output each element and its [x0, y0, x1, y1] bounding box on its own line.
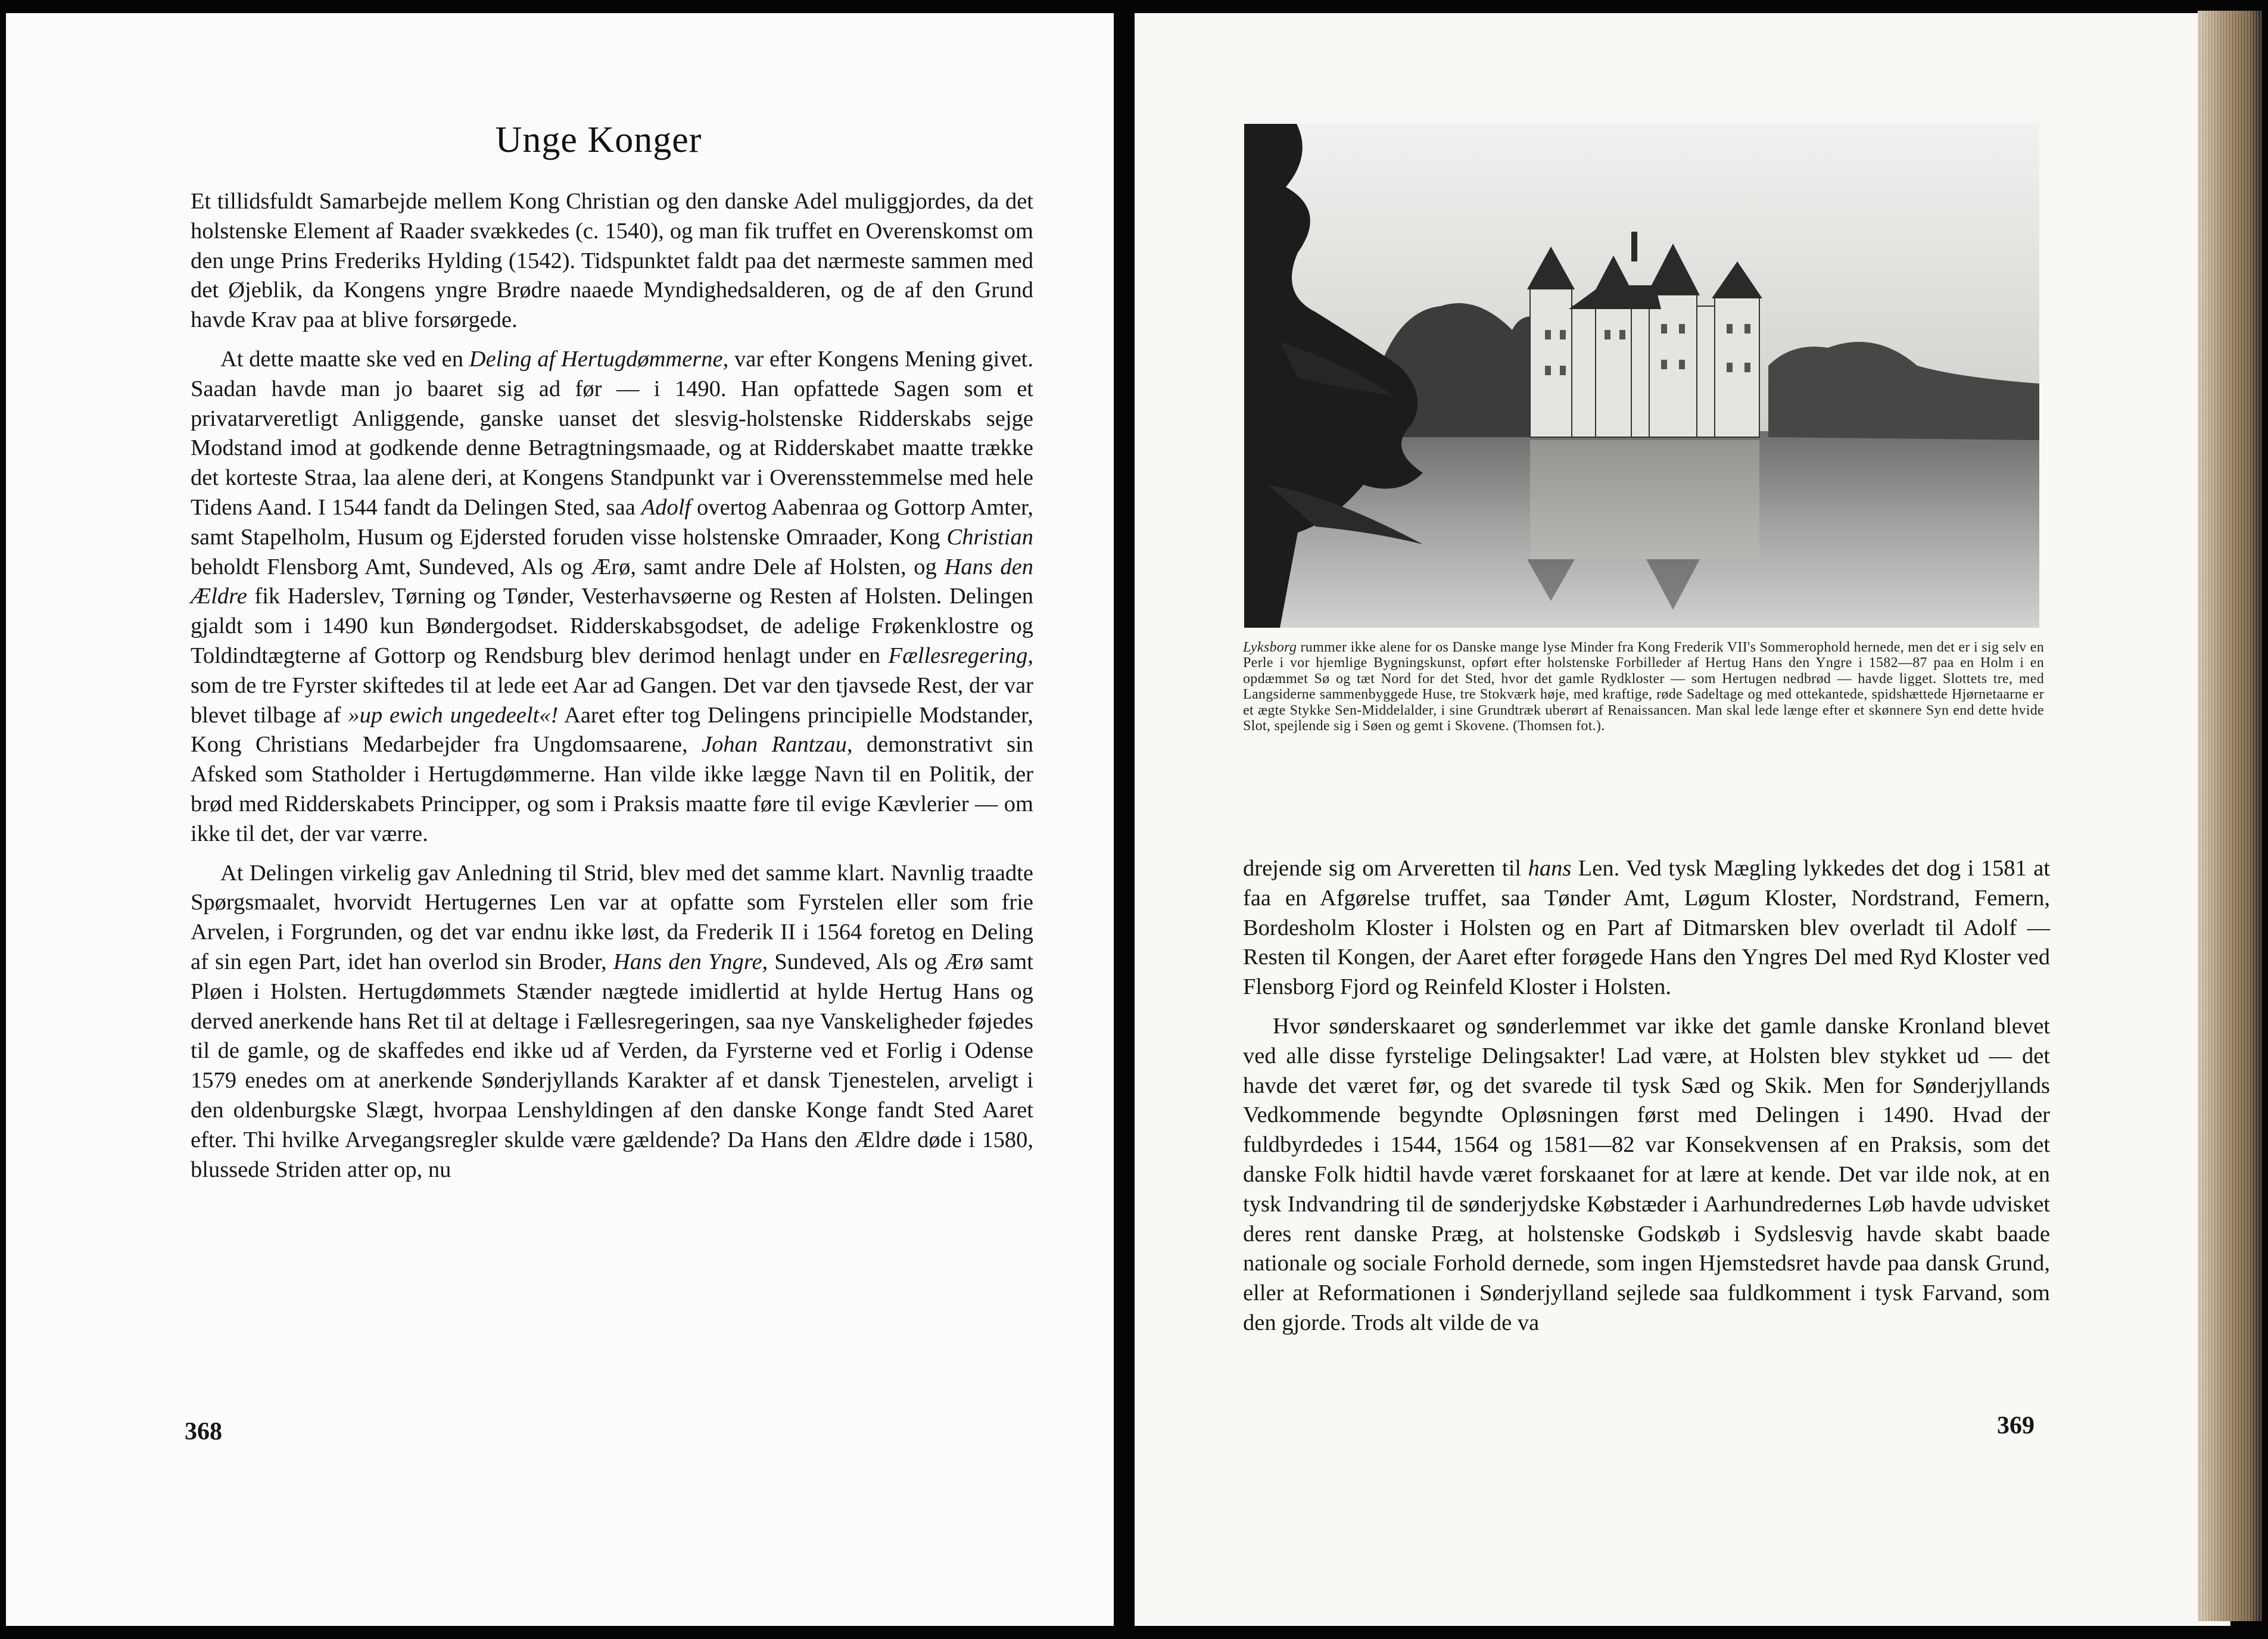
- left-page-body: [191, 187, 1033, 1185]
- right-page: [1135, 13, 2230, 1626]
- text-run: Len. Ved tysk Mægling lykkedes det dog i 1581 at faa en Afgørelse truffet, saa Tønder Amt, Løgum Kloster, Nordstrand, Femern, Bordesholm Kloster i Holsten og en Part af Ditmarsken blev overladt til Adolf — Resten til Kongen, der Aaret efter forøgede Hans den Yngres Del med Ryd Kloster ved Flensborg Fjord og Reinfeld Kloster i Holsten.: [1243, 856, 2051, 1000]
- chapter-title: Unge Konger: [495, 120, 702, 160]
- italic-text: »up ewich ungedeelt«!: [348, 702, 559, 728]
- text-run: At Delingen virkelig gav Anledning til Strid, blev med det samme klart. Navnlig traadte Spørgsmaalet, hvorvidt Hertugernes Len var at opfatte som Fyrstelen eller som frie Arvelen, i Forgrunden, og det var endnu ikke løst, da Frederik II i 1564 foretog en Deling af sin egen Part, idet han overlod sin Broder,: [191, 860, 1033, 974]
- photo-caption: [1243, 640, 2044, 734]
- text-run: Aaret efter tog Delingens principielle Modstander, Kong Christians Medarbejder fra Ungdomsaarene,: [191, 702, 1034, 758]
- text-run: Sundeved, Als og Ærø samt Pløen i Holsten. Hertugdømmets Stænder nægtede imidlertid at hylde Hertug Hans og derved anerkende hans Ret til at deltage i Fællesregeringen, saa nye Vanskeligheder føjedes til de gamle, og de skaffedes end ikke ud af Verden, da Fyrsterne ved et Forlig i Odense 1579 enedes om at anerkende Sønderjyllands Karakter af et dansk Tjenestelen, arveligt i den oldenburgske Slægt, hvorpaa Lenshyldingen af den danske Konge fandt Sted Aaret efter. Thi hvilke Arvegangsregler skulde være gældende? Da Hans den Ældre døde i 1580, blussede Striden atter op, nu: [191, 949, 1034, 1182]
- page-number: 368: [185, 1418, 222, 1445]
- italic-text: Lyksborg: [1243, 640, 1297, 655]
- right-page-body: [1243, 854, 2050, 1338]
- text-run: overtog Aabenraa og Gottorp Amter, samt Stapelholm, Husum og Ejdersted foruden visse holstenske Omraader, Kong: [191, 494, 1033, 550]
- text-run: som de tre Fyrster skiftedes til at lede eet Aar ad Gangen. Det var den tjavsede Rest, der var blevet tilbage af: [191, 672, 1033, 728]
- text-run: drejende sig om Arveretten til: [1243, 856, 1528, 881]
- paragraph: [1243, 1012, 2050, 1338]
- italic-text: Fællesregering,: [888, 643, 1033, 668]
- italic-text: Adolf: [641, 494, 691, 520]
- text-run: beholdt Flensborg Amt, Sundeved, Als og Ærø, samt andre Dele af Holsten, og: [191, 554, 945, 579]
- text-run: At dette maatte ske ved en: [220, 346, 469, 372]
- text-run: var efter Kongens Mening givet. Saadan havde man jo baaret sig ad før — i 1490. Han opfattede Sagen som et privatarveretligt Anliggende, ganske uanset det slesvig-holstenske Ridderskabs sejge Modstand imod at godkende denne Betragtningsmaade, og at Ridderskabet maatte trække det korteste Straa, laa alene deri, at Kongens Standpunkt var i Overensstemmelse med hele Tidens Aand. I 1544 fandt da Delingen Sted, saa: [191, 346, 1033, 520]
- page-number: 369: [1997, 1412, 2035, 1439]
- italic-text: Hans den Ældre: [191, 554, 1034, 609]
- text-run: fik Haderslev, Tørning og Tønder, Vesterhavsøerne og Resten af Holsten. Delingen gjaldt som i 1490 kun Bøndergodset. Ridderskabsgodset, de adelige Frøkenklostre og Toldindtægterne af Gottorp og Rendsburg blev derimod henlagt under en: [191, 584, 1033, 668]
- text-run: Hvor sønderskaaret og sønderlemmet var ikke det gamle danske Kronland blevet ved alle disse fyrstelige Delingsakter! Lad være, at Holsten blev stykket ud — det havde det været før, og det svarede til tysk Sæd og Skik. Men for Sønderjyllands Vedkommende begyndte Opløsningen først med Delingen i 1490. Hvad der fuldbyrdedes i 1544, 1564 og 1581—82 var Konsekvensen af en Praksis, som det danske Folk hidtil havde været forskaanet for at lære at kende. Det var ilde nok, at en tysk Indvandring til de sønderjydske Købstæder i Aarhundredernes Løb havde udvisket deres rent danske Præg, at holstenske Godskøb i Sydslesvig havde skabt baade nationale og sociale Forhold dernede, som ingen Hjemstedsret havde paa dansk Grund, eller at Reformationen i Sønderjylland sejlede saa fuldkomment i tysk Farvand, som den gjorde. Trods alt vilde de va: [1243, 1013, 2050, 1335]
- paragraph: [191, 187, 1033, 335]
- italic-text: Johan Rantzau,: [702, 732, 853, 758]
- left-page: [6, 13, 1114, 1626]
- text-run: Et tillidsfuldt Samarbejde mellem Kong Christian og den danske Adel muliggjordes, da det holstenske Element af Raader svækkedes (c. 1540), og man fik truffet en Overenskomst om den unge Prins Frederiks Hylding (1542). Tidspunktet faldt paa det nærmeste sammen med det Øjeblik, da Kongens yngre Brødre naaede Myndighedsalderen, og de af den Grund havde Krav paa at blive forsørgede.: [191, 189, 1033, 333]
- book-page-edge: [2198, 11, 2262, 1621]
- italic-text: Deling af Hertugdømmerne,: [469, 346, 729, 372]
- italic-text: hans: [1528, 856, 1572, 881]
- text-run: rummer ikke alene for os Danske mange lyse Minder fra Kong Frederik VII's Sommerophold hernede, men det er i sig selv en Perle i vor hjemlige Bygningskunst, opført efter holstenske Forbilleder af Hertug Hans den Yngre i 1582—87 paa en Holm i en opdæmmet Sø og tæt Nord for det Sted, hvor det gamle Rydkloster — som Hertugen nedbrød — havde ligget. Slottets tre, med Langsiderne sammenbyggede Huse, tre Stokværk høje, med kraftige, røde Sadeltage og med ottekantede, spidshættede Hjørnetaarne er et ægte Stykke Sen-Middelalder, i sine Grundtræk uberørt af Renaissancen. Man skal lede længe efter et skønnere Syn end dette hvide Slot, spejlende sig i Søen og gemt i Skovene. (Thomsen fot.).: [1243, 640, 2044, 734]
- text-run: demonstrativt sin Afsked som Statholder i Hertugdømmerne. Han vilde ikke lægge Navn til en Politik, der brød med Ridderskabets Principper, og som i Praksis maatte føre til evige Kævlerier — om ikke til det, der var værre.: [191, 732, 1033, 846]
- italic-text: Christian: [946, 524, 1033, 550]
- paragraph: [191, 859, 1033, 1185]
- paragraph: [191, 345, 1033, 849]
- italic-text: Hans den Yngre,: [613, 949, 768, 974]
- castle-photo-image: [1244, 116, 2039, 628]
- paragraph: [1243, 854, 2050, 1002]
- castle-photograph: [1244, 116, 2039, 628]
